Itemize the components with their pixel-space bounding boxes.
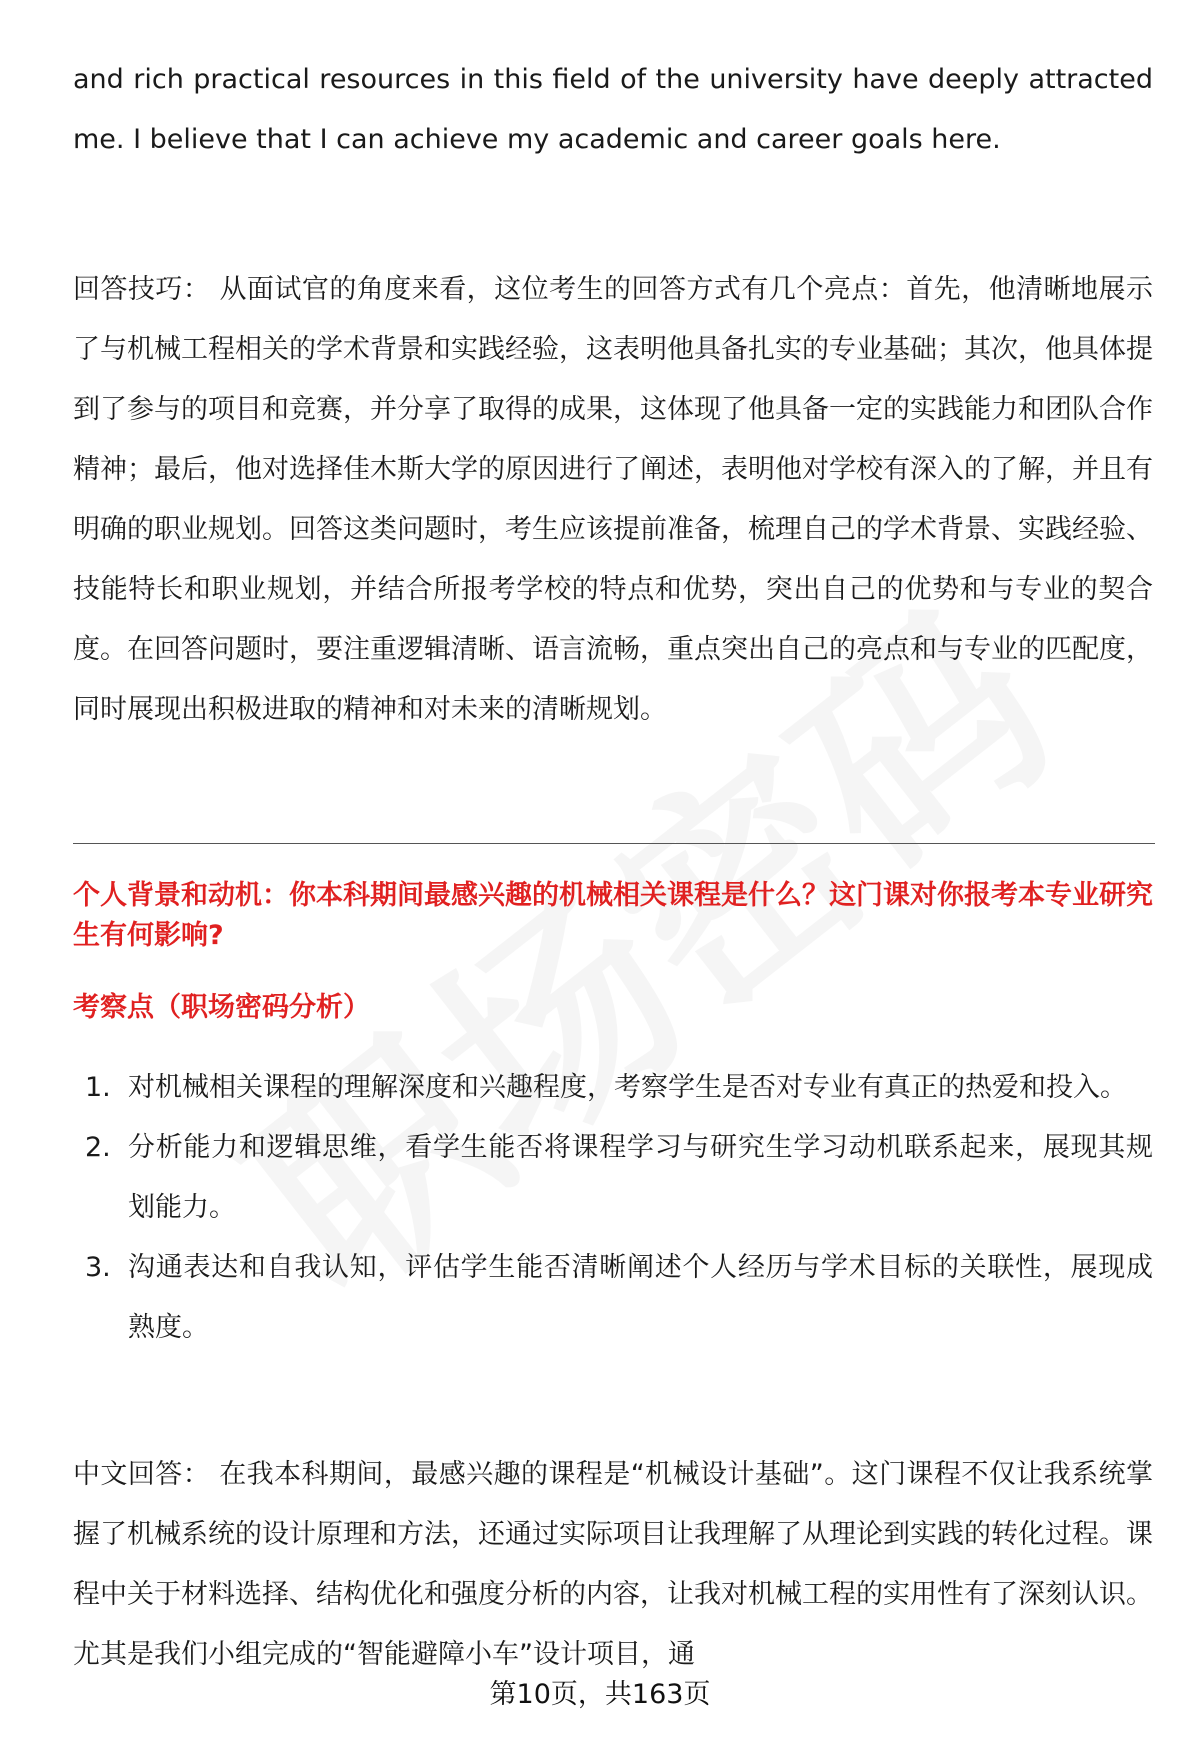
answer-tips-label: 回答技巧： (73, 274, 211, 305)
answer-tips-paragraph (73, 260, 1153, 740)
exam-points-heading: 考察点（职场密码分析） (73, 992, 370, 1023)
intro-paragraph: and rich practical resources in this field of the university have deeply attracted me. I believe that I can achieve my academic and career goals here. (73, 64, 1153, 155)
list-item-text: 对机械相关课程的理解深度和兴趣程度，考察学生是否对专业有真正的热爱和投入。 (128, 1072, 1127, 1103)
answer-tips-text: 从面试官的角度来看，这位考生的回答方式有几个亮点：首先，他清晰地展示了与机械工程相关的学术背景和实践经验，这表明他具备扎实的专业基础；其次，他具体提到了参与的项目和竞赛，并分享了取得的成果，这体现了他具备一定的实践能力和团队合作精神；最后，他对选择佳木斯大学的原因进行了阐述，表明他对学校有深入的了解，并且有明确的职业规划。回答这类问题时，考生应该提前准备，梳理自己的学术背景、实践经验、技能特长和职业规划，并结合所报考学校的特点和优势，突出自己的优势和与专业的契合度。在回答问题时，要注重逻辑清晰、语言流畅，重点突出自己的亮点和与专业的匹配度，同时展现出积极进取的精神和对未来的清晰规划。 (73, 274, 1154, 725)
exam-points-list (73, 1058, 1153, 1358)
list-item-text: 沟通表达和自我认知，评估学生能否清晰阐述个人经历与学术目标的关联性，展现成熟度。 (128, 1252, 1153, 1343)
question-heading: 个人背景和动机：你本科期间最感兴趣的机械相关课程是什么？这门课对你报考本专业研究生有何影响? (73, 880, 1153, 951)
list-item-number: 1. (85, 1072, 111, 1103)
chinese-answer-paragraph (73, 1445, 1153, 1685)
chinese-answer-label: 中文回答： (73, 1459, 211, 1490)
chinese-answer-text: 在我本科期间，最感兴趣的课程是“机械设计基础”。这门课程不仅让我系统掌握了机械系统的设计原理和方法，还通过实际项目让我理解了从理论到实践的转化过程。课程中关于材料选择、结构优化和强度分析的内容，让我对机械工程的实用性有了深刻认识。尤其是我们小组完成的“智能避障小车”设计项目，通 (73, 1459, 1154, 1670)
list-item-text: 分析能力和逻辑思维，看学生能否将课程学习与研究生学习动机联系起来，展现其规划能力。 (128, 1132, 1153, 1223)
list-item (73, 1058, 1153, 1118)
list-item-number: 3. (85, 1252, 111, 1283)
list-item (73, 1118, 1153, 1238)
list-item-number: 2. (85, 1132, 111, 1163)
list-item (73, 1238, 1153, 1358)
section-divider (73, 843, 1155, 844)
page-number-footer: 第10页，共163页 (489, 1679, 711, 1710)
